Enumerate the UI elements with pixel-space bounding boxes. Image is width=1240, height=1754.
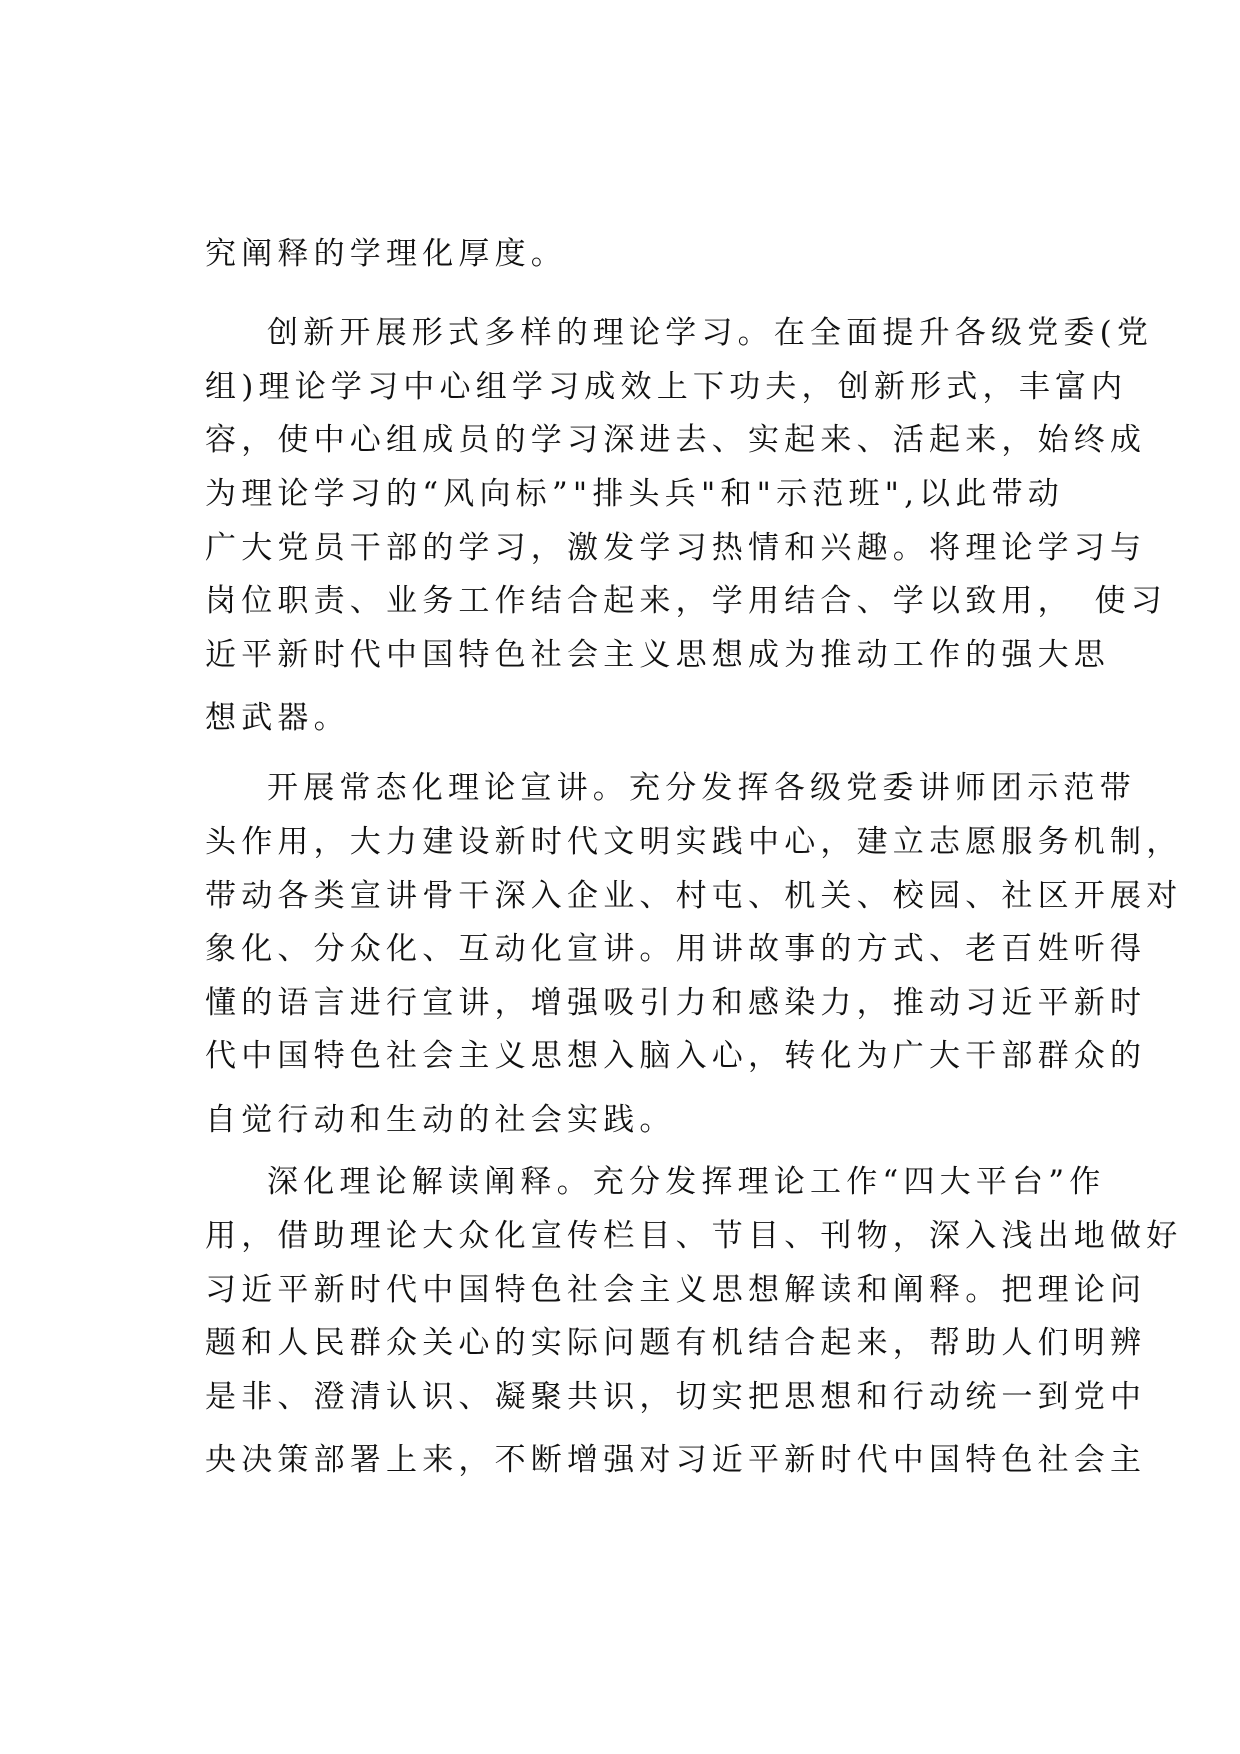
paragraph-3-line-5: 是非、澄清认识、凝聚共识，切实把思想和行动统一到党中 [205, 1379, 1147, 1415]
text-line-1: 究阐释的学理化厚度。 [205, 236, 567, 272]
paragraph-3-line-3: 习近平新时代中国特色社会主义思想解读和阐释。把理论问 [205, 1272, 1147, 1308]
paragraph-2-line-2: 头作用，大力建设新时代文明实践中心，建立志愿服务机制， [205, 824, 1183, 860]
paragraph-1-line-2: 组)理论学习中心组学习成效上下功夫，创新形式，丰富内 [205, 369, 1128, 405]
paragraph-3-line-6: 央决策部署上来，不断增强对习近平新时代中国特色社会主 [205, 1442, 1147, 1478]
paragraph-3-line-4: 题和人民群众关心的实际问题有机结合起来，帮助人们明辨 [205, 1325, 1147, 1361]
paragraph-1-line-5: 广大党员干部的学习，激发学习热情和兴趣。将理论学习与 [205, 530, 1147, 566]
paragraph-3-line-2: 用，借助理论大众化宣传栏目、节目、刊物，深入浅出地做好 [205, 1218, 1183, 1254]
paragraph-2-line-3: 带动各类宣讲骨干深入企业、村屯、机关、校园、社区开展对 [205, 878, 1183, 914]
paragraph-1-line-8: 想武器。 [205, 700, 350, 736]
paragraph-1-line-6: 岗位职责、业务工作结合起来，学用结合、学以致用， 使习 [205, 583, 1167, 619]
paragraph-2-line-4: 象化、分众化、互动化宣讲。用讲故事的方式、老百姓听得 [205, 931, 1147, 967]
paragraph-2-line-6: 代中国特色社会主义思想入脑入心，转化为广大干部群众的 [205, 1038, 1147, 1074]
paragraph-2-line-5: 懂的语言进行宣讲，增强吸引力和感染力，推动习近平新时 [205, 985, 1147, 1021]
paragraph-1-line-1: 创新开展形式多样的理论学习。在全面提升各级党委(党 [267, 315, 1154, 351]
paragraph-1-line-4: 为理论学习的“风向标”"排头兵"和"示范班",以此带动 [205, 476, 1064, 512]
paragraph-2-line-7: 自觉行动和生动的社会实践。 [205, 1102, 676, 1138]
paragraph-1-line-7: 近平新时代中国特色社会主义思想成为推动工作的强大思 [205, 637, 1110, 673]
paragraph-3-line-1: 深化理论解读阐释。充分发挥理论工作“四大平台”作 [267, 1164, 1106, 1200]
paragraph-1-line-3: 容，使中心组成员的学习深进去、实起来、活起来，始终成 [205, 422, 1147, 458]
paragraph-2-line-1: 开展常态化理论宣讲。充分发挥各级党委讲师团示范带 [267, 770, 1136, 806]
